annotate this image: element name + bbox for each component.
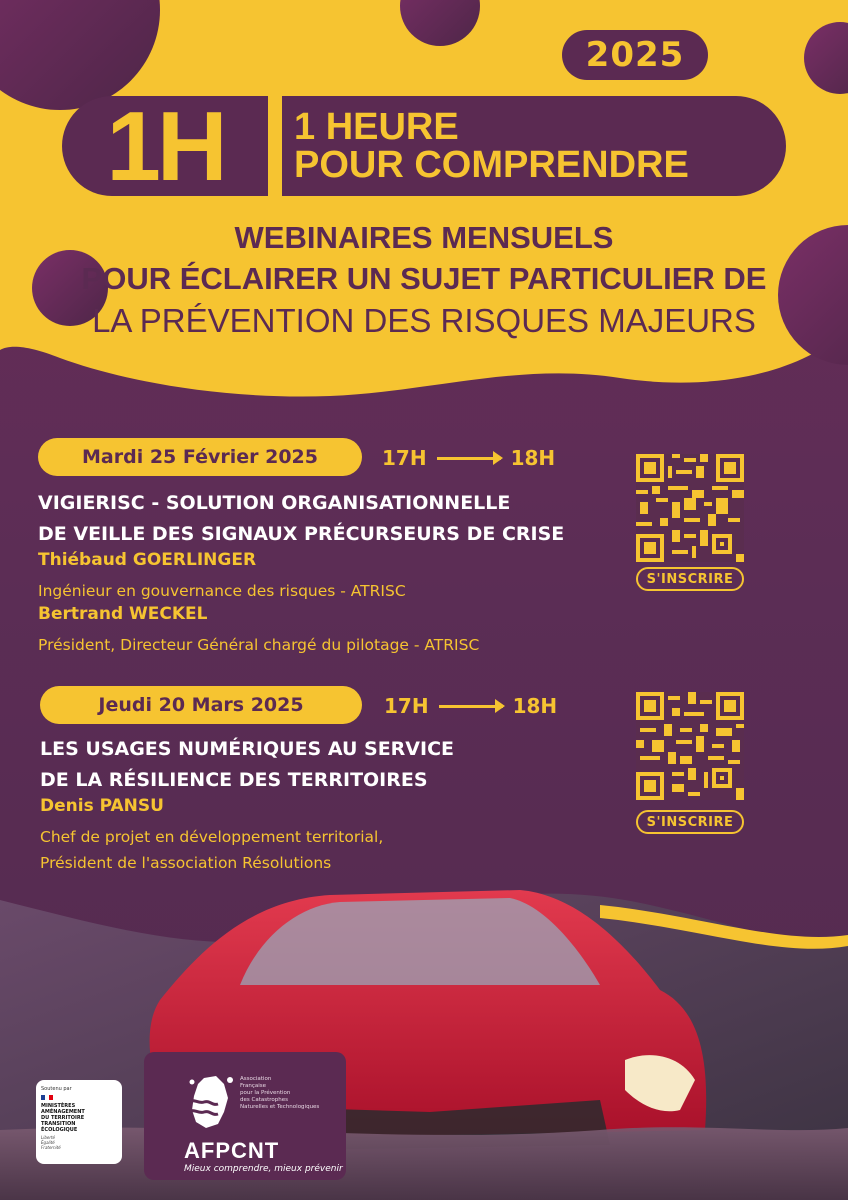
ministry-line: MINISTÈRES [41,1103,76,1109]
french-flag-icon [41,1095,53,1100]
association-line: des Catastrophes [240,1097,288,1103]
motto-line: Égalité [41,1140,55,1145]
ministry-logo [36,1080,122,1164]
association-line: Naturelles et Technologiques [240,1104,320,1110]
event2-time-end: 18H [512,694,558,718]
one-hour-logo: 1H [62,96,268,196]
arrow-right-icon [437,457,501,460]
ministry-line: DU TERRITOIRE [41,1115,85,1121]
qr-code-icon[interactable] [636,692,744,800]
event2-title [40,734,454,796]
event1-time-start: 17H [382,446,427,470]
republic-motto [41,1135,117,1150]
event1-speaker1-name: Thiébaud GOERLINGER [38,550,257,570]
event1-speaker2-name: Bertrand WECKEL [38,604,208,624]
series-title-line2: POUR COMPRENDRE [294,144,689,186]
event2-date: Jeudi 20 Mars 2025 [40,686,362,724]
event1-time-end: 18H [510,446,556,470]
association-line: Française [240,1083,267,1089]
event2-register-button[interactable]: S'INSCRIRE [636,810,744,834]
event1-title-line1: VIGIERISC - SOLUTION ORGANISATIONNELLE [38,492,511,514]
event1-title-line2: DE VEILLE DES SIGNAUX PRÉCURSEURS DE CRISE [38,523,565,545]
motto-line: Fraternité [41,1145,61,1150]
event1-title [38,488,564,550]
motto-line: Liberté [41,1135,56,1140]
series-title-line1: 1 HEURE [294,106,459,148]
afpcnt-acronym: AFPCNT [184,1138,280,1163]
event2-speaker1-role-line1: Chef de projet en développement territorial, [40,828,384,846]
event2-speaker1-name: Denis PANSU [40,796,164,816]
supported-by-label: Soutenu par [41,1086,72,1092]
event1-speaker2-role: Président, Directeur Général chargé du pilotage - ATRISC [38,636,480,654]
event2-time-start: 17H [384,694,429,718]
arrow-right-icon [439,705,503,708]
afpcnt-logo [144,1052,346,1180]
afpcnt-logo-icon [184,1072,236,1134]
event2-speaker1-role-line2: Président de l'association Résolutions [40,854,332,872]
subtitle-line3: LA PRÉVENTION DES RISQUES MAJEURS [92,302,756,339]
series-title [282,96,786,196]
event1-register-button[interactable]: S'INSCRIRE [636,567,744,591]
association-line: Association [240,1076,272,1082]
ministry-line: ÉCOLOGIQUE [41,1127,78,1133]
year-badge: 2025 [562,30,708,80]
subtitle-line2: POUR ÉCLAIRER UN SUJET PARTICULIER DE [81,261,767,296]
event1-time [382,446,555,470]
association-line: pour la Prévention [240,1090,291,1096]
event2-title-line1: LES USAGES NUMÉRIQUES AU SERVICE [40,738,455,760]
afpcnt-tagline: Mieux comprendre, mieux prévenir [184,1164,343,1174]
event1-speaker1-role: Ingénieur en gouvernance des risques - ATRISC [38,582,406,600]
ministry-line: AMÉNAGEMENT [41,1109,85,1115]
event2-time [384,694,557,718]
qr-code-icon[interactable] [636,454,744,562]
event1-date: Mardi 25 Février 2025 [38,438,362,476]
afpcnt-full-name [240,1076,340,1111]
subtitle-line1: WEBINAIRES MENSUELS [234,220,614,255]
event2-title-line2: DE LA RÉSILIENCE DES TERRITOIRES [40,769,428,791]
ministry-name [41,1103,117,1133]
ministry-line: TRANSITION [41,1121,76,1127]
